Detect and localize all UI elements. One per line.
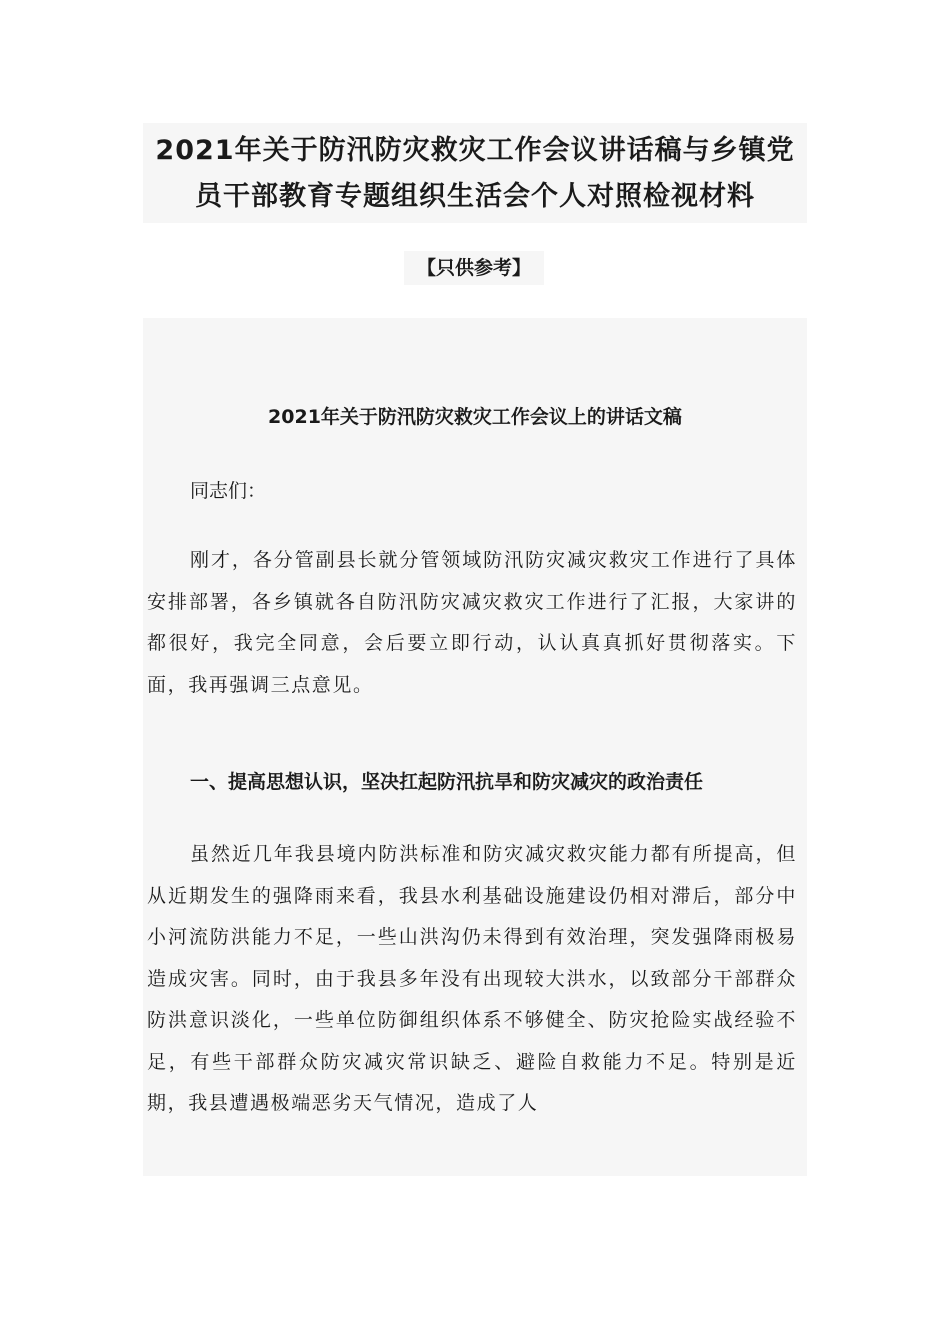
document-title: 2021年关于防汛防灾救灾工作会议讲话稿与乡镇党员干部教育专题组织生活会个人对照检视材料 (155, 135, 795, 212)
speech-title: 2021年关于防汛防灾救灾工作会议上的讲话文稿 (268, 406, 682, 428)
section-heading-1: 一、提高思想认识，坚决扛起防汛抗旱和防灾减灾的政治责任 (190, 771, 704, 793)
salutation: 同志们： (190, 480, 267, 502)
reference-note: 【只供参考】 (404, 251, 544, 285)
paragraph-section-1: 虽然近几年我县境内防洪标准和防灾减灾救灾能力都有所提高，但从近期发生的强降雨来看，我县水利基础设施建设仍相对滞后，部分中小河流防洪能力不足，一些山洪沟仍未得到有效治理，突发强降雨极易造成灾害。同时，由于我县多年没有出现较大洪水，以致部分干部群众防洪意识淡化，一些单位防御组织体系不够健全、防灾抢险实战经验不足，有些干部群众防灾减灾常识缺乏、避险自救能力不足。特别是近期，我县遭遇极端恶劣天气情况，造成了人 (147, 843, 797, 1114)
paragraph-opening: 刚才，各分管副县长就分管领域防汛防灾减灾救灾工作进行了具体安排部署，各乡镇就各自防汛防灾减灾救灾工作进行了汇报，大家讲的都很好，我完全同意，会后要立即行动，认认真真抓好贯彻落实。下面，我再强调三点意见。 (147, 549, 797, 696)
